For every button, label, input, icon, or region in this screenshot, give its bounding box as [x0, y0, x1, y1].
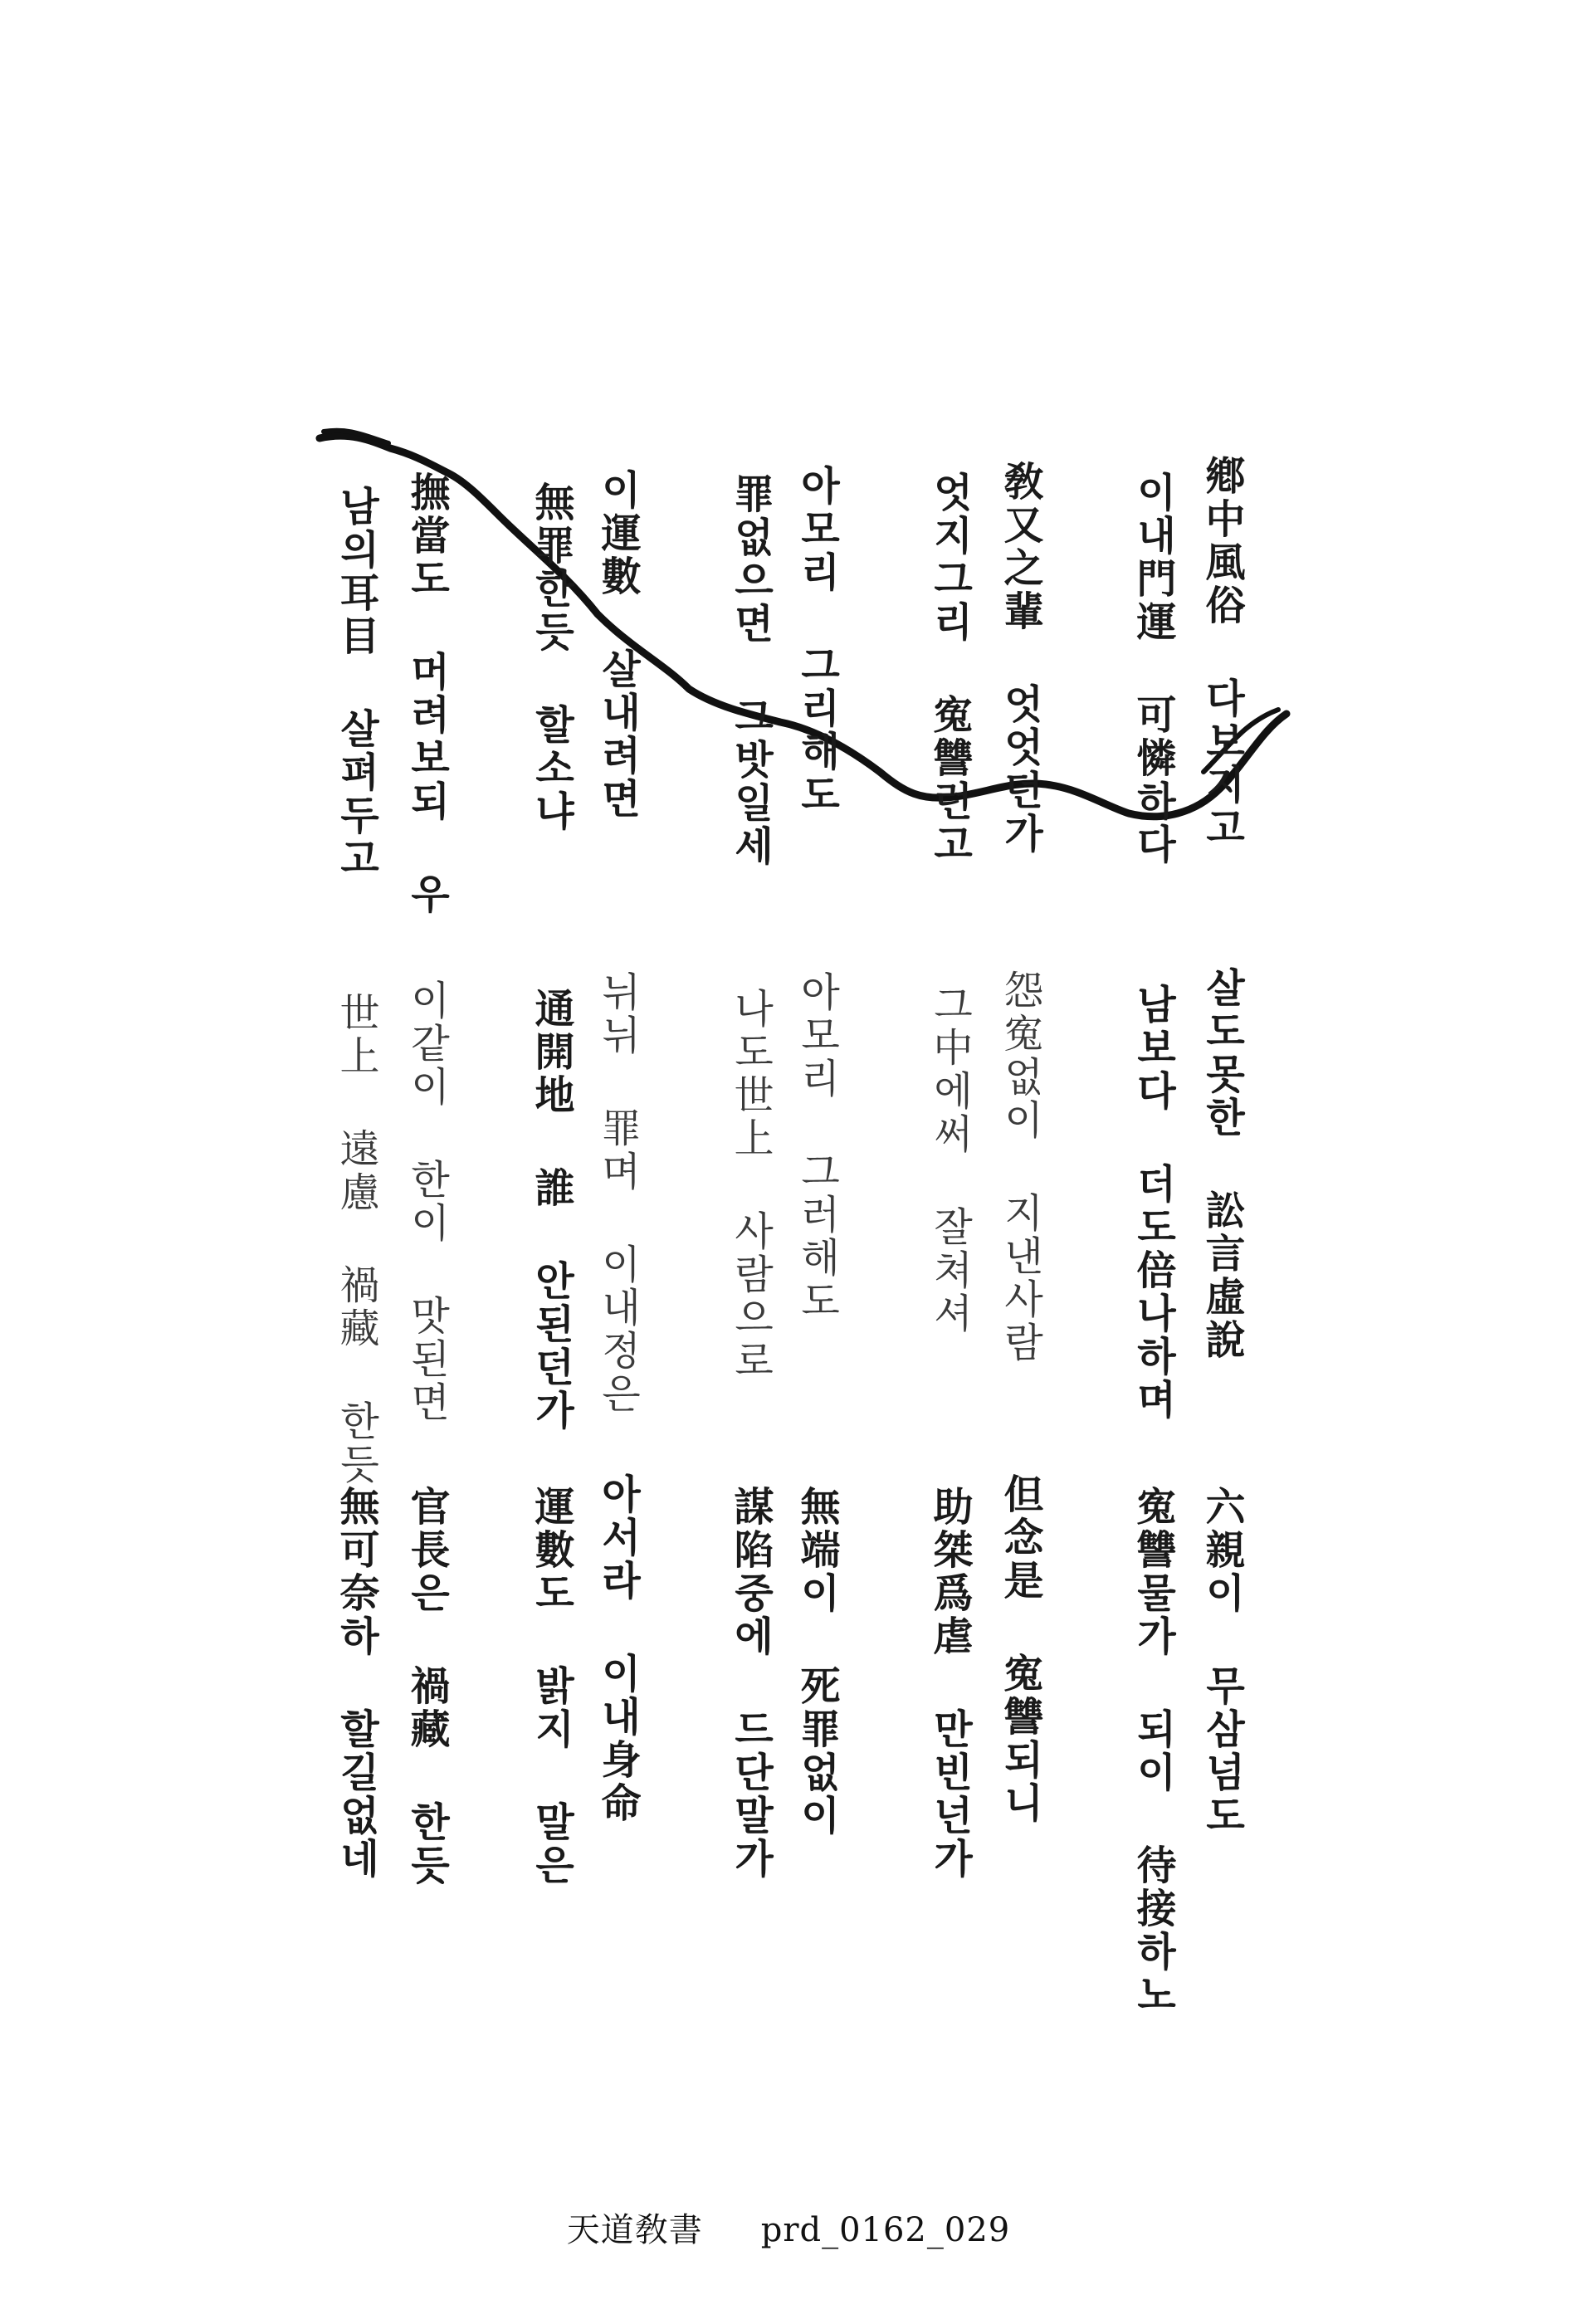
verse-column: 撫當도 머려보되 우: [403, 471, 450, 916]
verse-column: 通開地 誰 안된던가: [528, 988, 574, 1433]
verse-column: 寃讐물가 되이 待接하노: [1130, 1486, 1176, 2017]
verse-column: 이내門運 可憐하다: [1130, 471, 1176, 867]
verse-column: 나도世上 사람으로: [727, 988, 774, 1383]
page-footer: [0, 2204, 1577, 2251]
verse-column: 敎又之輩 엇엇던가: [997, 461, 1043, 856]
verse-column: 엇지그리 寃讐런고: [926, 471, 973, 867]
verse-column: 뉘뉘 罪며 이내정은: [594, 971, 641, 1416]
verse-column: 살도못한 訟言虛說: [1199, 967, 1245, 1362]
verse-column: 아모리 그러해도: [793, 971, 840, 1323]
verse-column: 鄕中風俗 다보지고: [1199, 455, 1245, 850]
verse-column: 無罪한듯 할소냐: [528, 481, 574, 833]
verse-column: 怨寃없이 지낸사람: [997, 969, 1043, 1365]
verse-column: 無端이 死罪없이: [793, 1486, 840, 1838]
verse-column: 罪없으면 그밧일세: [727, 473, 774, 868]
verse-column: 但念是 寃讐되니: [997, 1473, 1043, 1825]
verse-column: 남의耳目 살펴두고: [333, 486, 379, 881]
footer-title: 天道敎書: [566, 2211, 703, 2249]
verse-column: 아서라 이내身命: [594, 1473, 641, 1825]
verse-column: 官長은 禍藏 한듯: [403, 1486, 450, 1887]
footer-code: prd_0162_029: [760, 2211, 1011, 2249]
verse-column: 아모리 그리해도: [793, 465, 840, 817]
verse-column: 謀陷중에 드단말가: [727, 1486, 774, 1881]
verse-column: 世上 遠慮 禍藏 한듯: [333, 992, 379, 1487]
verse-column: 無可奈하 할길없네: [333, 1486, 379, 1881]
verse-column: 助桀爲虐 만빈넌가: [926, 1486, 973, 1881]
verse-column: 이같이 한이 맛된면: [403, 979, 450, 1424]
verse-column: 六親이 무삼넘도: [1199, 1486, 1245, 1838]
verse-column: 運數도 밝지 말은: [528, 1486, 574, 1887]
verse-column: 남보다 더도倍나하며: [1130, 984, 1176, 1422]
verse-column: 그中에써 잘쳐셔: [926, 984, 973, 1335]
verse-column: 이運數 살내려면: [594, 469, 641, 821]
